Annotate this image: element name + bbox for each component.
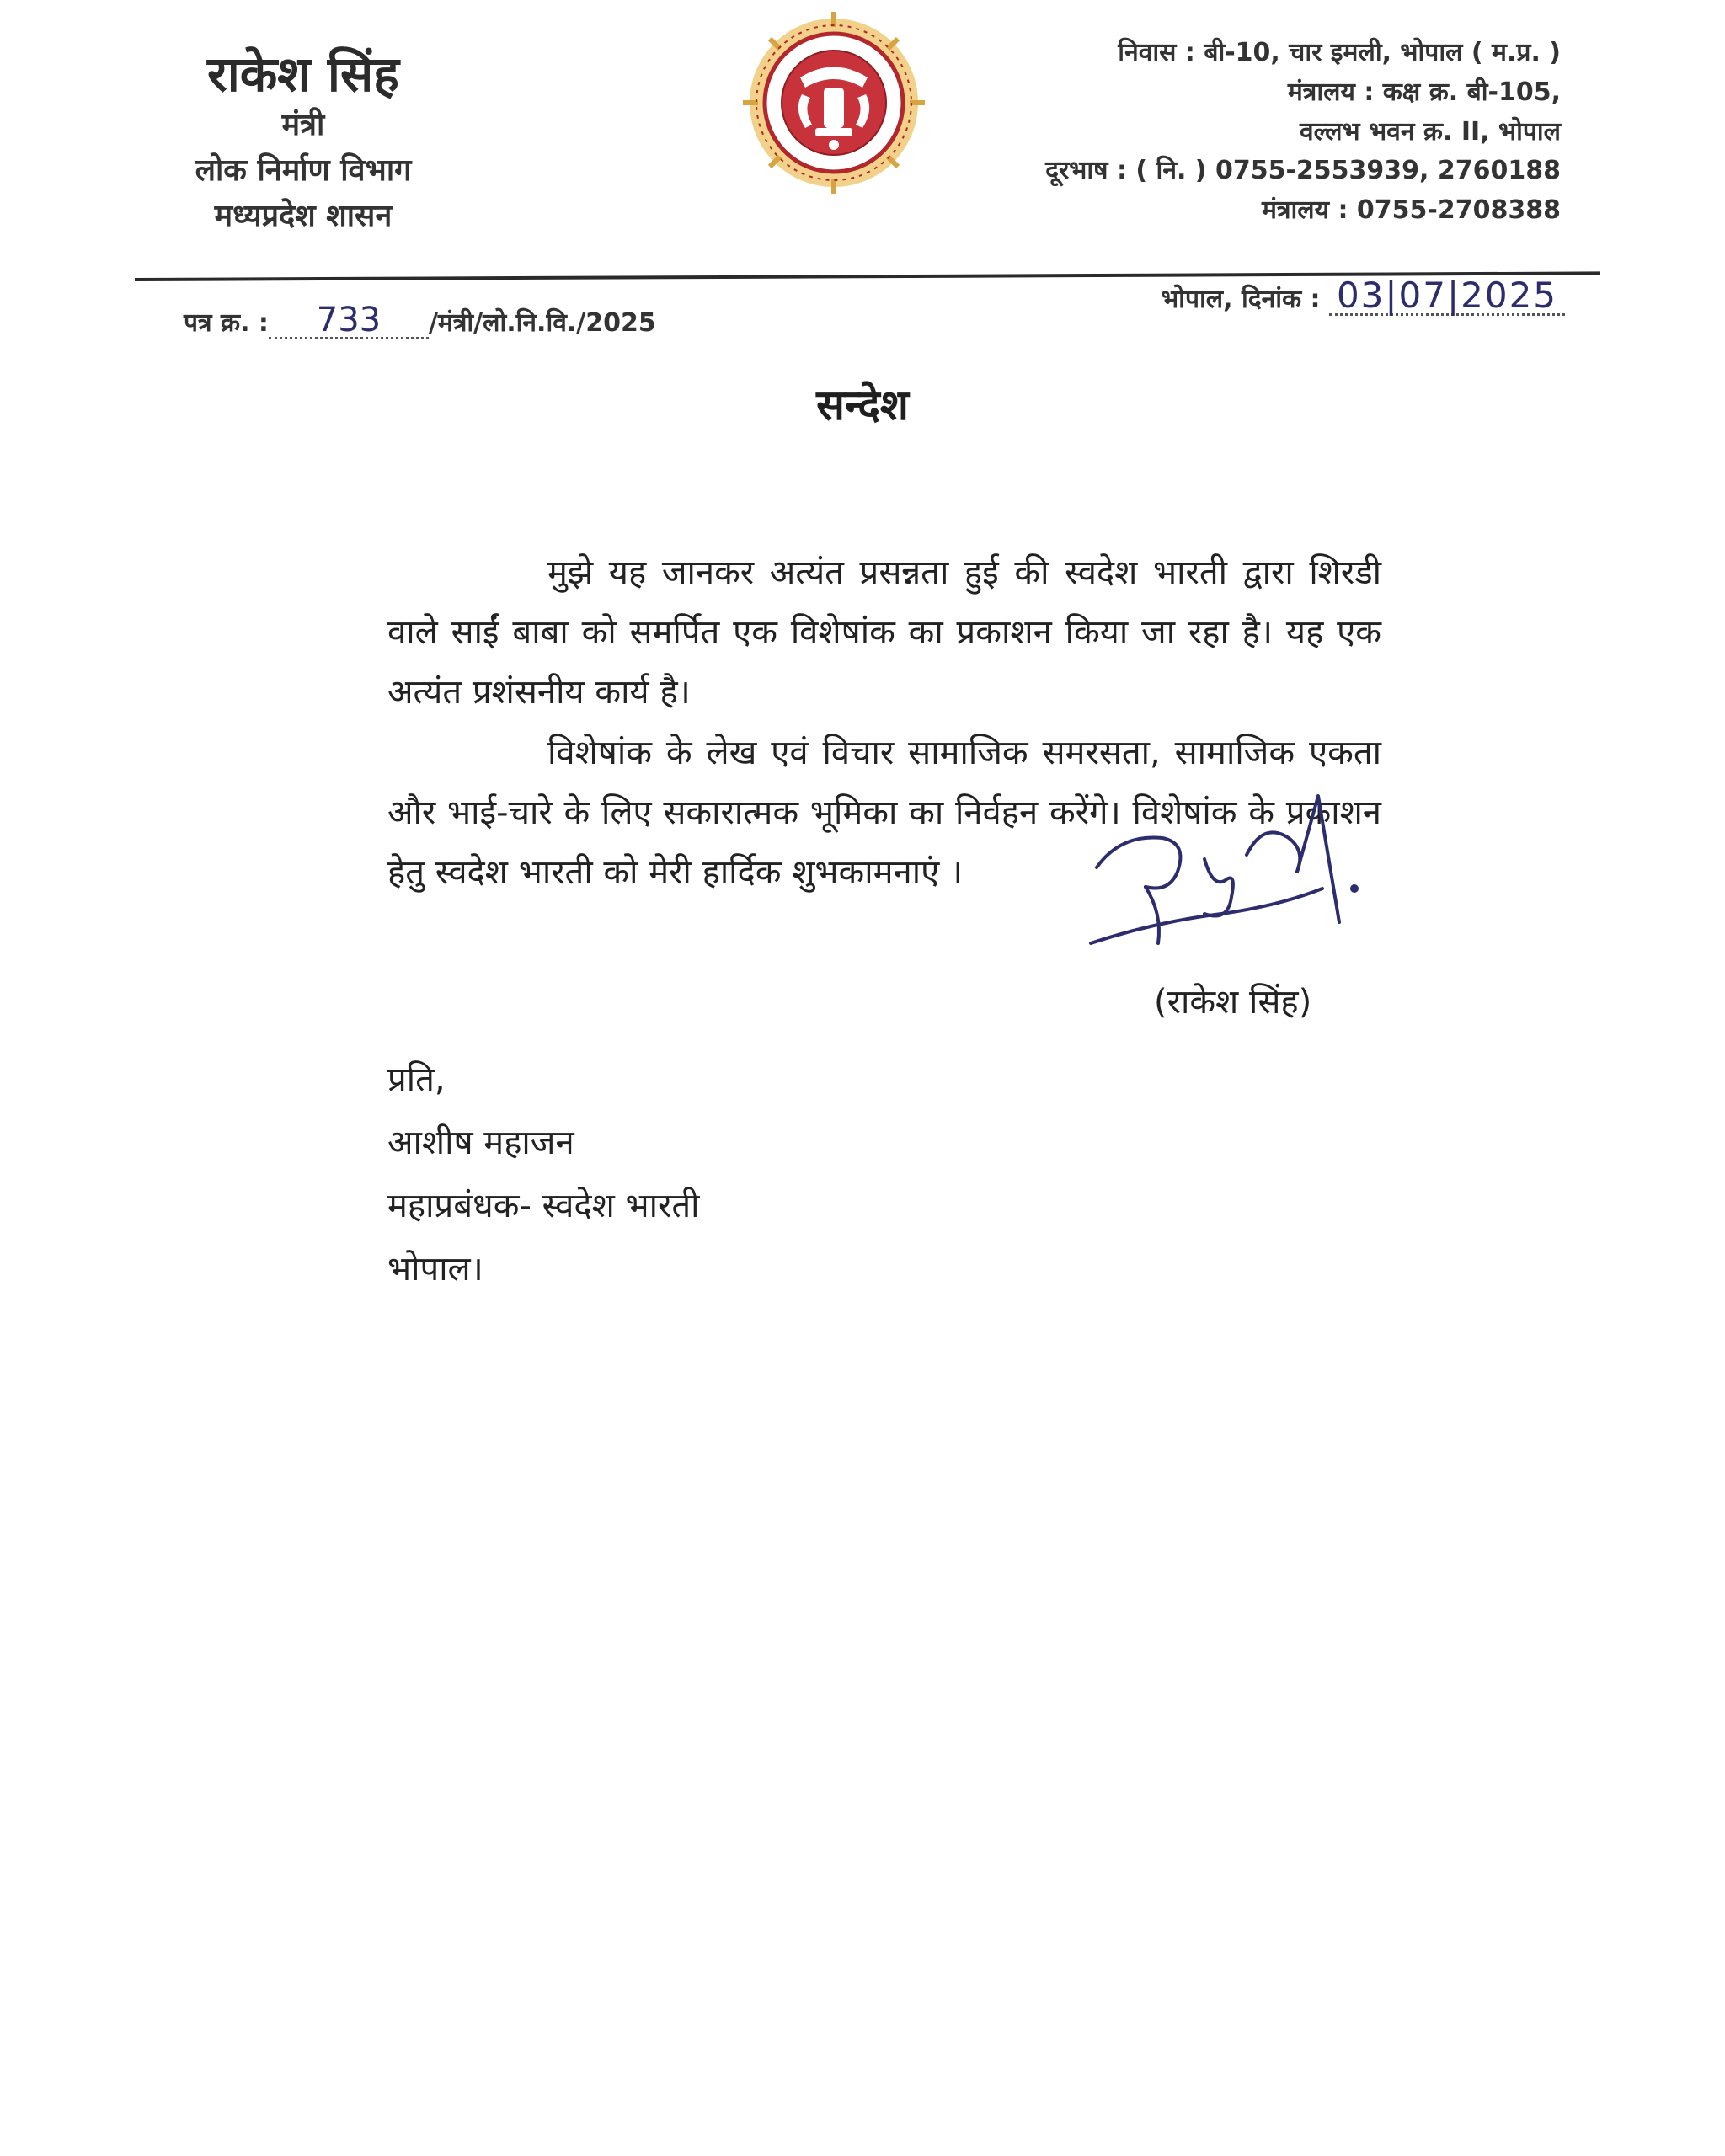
reference-suffix: /मंत्री/लो.नि.वि./2025	[428, 308, 656, 338]
recipient-line: प्रति,	[387, 1060, 446, 1099]
reference-prefix: पत्र क्र. :	[184, 308, 269, 338]
address-line: निवास : बी-10, चार इमली, भोपाल ( म.प्र. )	[1118, 38, 1561, 67]
recipient-line: महाप्रबंधक- स्वदेश भारती	[387, 1187, 700, 1225]
body-paragraph: विशेषांक के लेख एवं विचार सामाजिक समरसता, सामाजिक एकता और भाई-चारे के लिए सकारात्मक भूमिका का निर्वहन करेंगे। विशेषांक के प्रकाशन हेतु स्वदेश भारती को मेरी हार्दिक शुभकामनाएं ।	[387, 733, 1381, 892]
government: मध्यप्रदेश शासन	[214, 198, 393, 233]
recipient-block	[387, 1049, 700, 1301]
designation: मंत्री	[281, 107, 325, 142]
recipient-line: आशीष महाजन	[387, 1123, 574, 1162]
address-line: वल्लभ भवन क्र. II, भोपाल	[1299, 116, 1561, 147]
letterhead-address	[954, 34, 1561, 231]
state-emblem-icon	[741, 10, 927, 195]
body-paragraph: मुझे यह जानकर अत्यंत प्रसन्नता हुई की स्वदेश भारती द्वारा शिरडी वाले साईं बाबा को समर्पित एक विशेषांक का प्रकाशन किया जा रहा है। यह एक अत्यंत प्रशंसनीय कार्य है।	[387, 553, 1381, 712]
phone-line: दूरभाष : ( नि. ) 0755-2553939, 2760188	[1045, 156, 1561, 186]
phone-line: मंत्रालय : 0755-2708388	[1262, 195, 1561, 226]
address-line: मंत्रालय : कक्ष क्र. बी-105,	[1287, 77, 1561, 107]
minister-name: राकेश सिंह	[207, 45, 399, 103]
signature-icon	[1087, 787, 1381, 998]
department: लोक निर्माण विभाग	[195, 152, 412, 188]
date-value: 03|07|2025	[1329, 278, 1565, 316]
letter-reference	[184, 303, 656, 339]
reference-number: 733	[269, 303, 429, 339]
letter-date	[1161, 275, 1565, 316]
date-label: भोपाल, दिनांक :	[1161, 285, 1321, 314]
signatory-name: (राकेश सिंह)	[1154, 983, 1312, 1022]
recipient-line: भोपाल।	[387, 1250, 483, 1289]
letterhead-left	[152, 46, 455, 239]
letter-heading: सन्देश	[816, 381, 909, 430]
